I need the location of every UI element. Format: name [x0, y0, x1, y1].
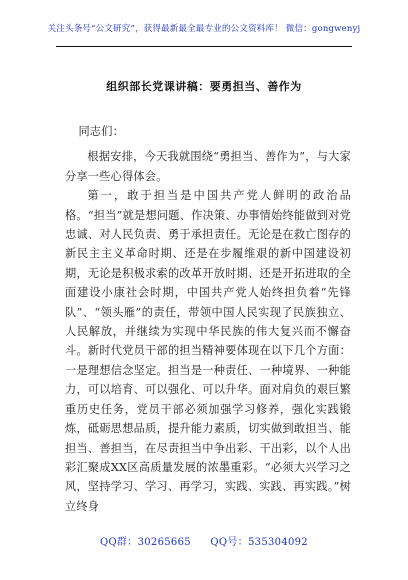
header-divider: [56, 46, 352, 47]
salutation: 同志们：: [78, 125, 124, 138]
document-body: [65, 122, 351, 516]
page-title: 组织部长党课讲稿：要勇担当、善作为: [106, 80, 302, 93]
paragraph: 第一，敢于担当是中国共产党人鲜明的政治品格。“担当”就是想问题、作决策、办事情始终能做到对党忠诚、对人民负责、勇于承担责任。无论是在救亡图存的新民主主义革命时期、还是在步履维艰的新中国建设初期，无论是积极求索的改革开放时期、还是开拓进取的全面建设小康社会时期，中国共产党人始终担负着“先锋队”、“领头雁”的责任，带领中国人民实现了民族独立、人民解放，并继续为实现中华民族的伟大复兴而不懈奋斗。新时代党员干部的担当精神要体现在以下几个方面：一是理想信念坚定。担当是一种责任、一种境界、一种能力，可以培育、可以强化、可以升华。面对肩负的艰巨繁重历史任务，党员干部必须加强学习修养，强化实践锻炼，砥砺思想品质，提升能力素质，切实做到敢担当、能担当、善担当，在尽责担当中争出彩、干出彩，以个人出彩汇聚成XX区高质量发展的浓墨重彩。“必须大兴学习之风，坚持学习、学习、再学习，实践、实践、再实践。”树立终身: [65, 189, 351, 513]
header-banner: 关注头条号“公文研究”，获得最新最全最专业的公文资料库！ 微信：gongwenyj: [47, 24, 361, 34]
footer-qq-group: QQ群：30265665: [100, 537, 191, 548]
footer-contact: [0, 533, 408, 548]
paragraph: 根据安排，今天我就围绕“勇担当、善作为”，与大家分享一些心得体会。: [65, 150, 351, 183]
footer-qq-number: QQ号：535304092: [210, 537, 308, 548]
